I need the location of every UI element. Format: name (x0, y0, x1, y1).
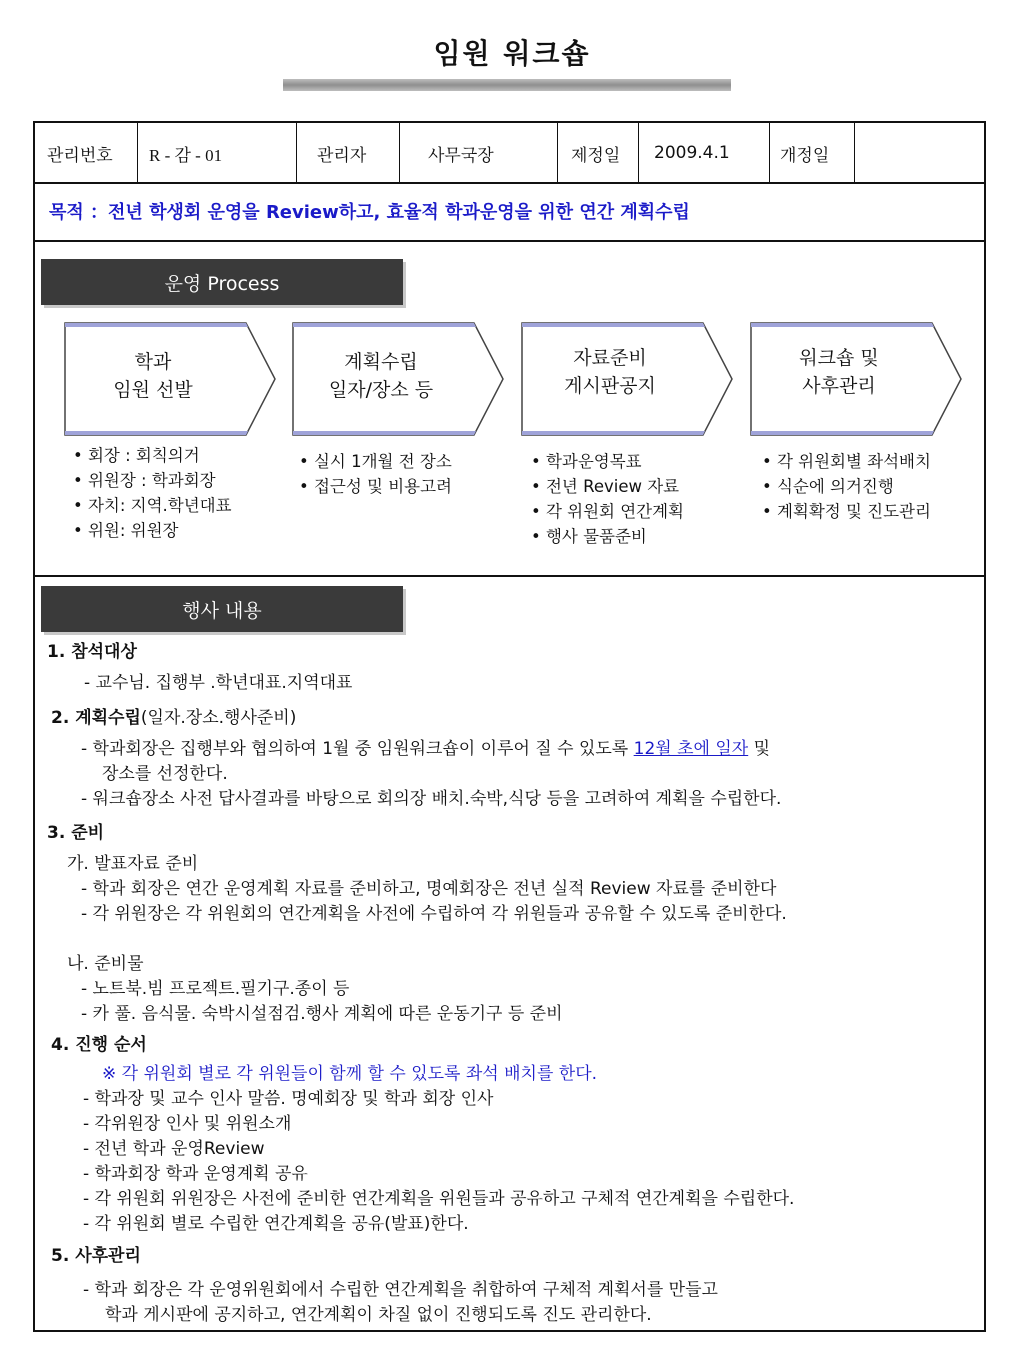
section-4-line-4: - 학과회장 학과 운영계획 공유 (83, 1164, 308, 1184)
process-step-3 (521, 322, 731, 437)
section-4-line-3: - 전년 학과 운영Review (83, 1139, 265, 1159)
section-1-line: - 교수님. 집행부 .학년대표.지역대표 (84, 673, 353, 693)
divider (638, 123, 639, 183)
bullet-item: • 행사 물품준비 (531, 524, 684, 549)
established-label: 제정일 (571, 145, 621, 166)
title-underline-bar (283, 79, 731, 91)
process-step-1 (64, 322, 274, 437)
document-frame (33, 121, 986, 1332)
section-4-line-6: - 각 위원회 별로 수립한 연간계획을 공유(발표)한다. (83, 1214, 469, 1234)
manager-label: 관리자 (317, 145, 367, 166)
bullet-item: • 학과운영목표 (531, 449, 684, 474)
section-3-a-line-2: - 각 위원장은 각 위원회의 연간계획을 사전에 수립하여 각 위원들과 공유할 수 있도록 준비한다. (81, 904, 787, 924)
section-5-line-2: 학과 게시판에 공지하고, 연간계획이 차질 없이 진행되도록 진도 관리한다. (105, 1305, 652, 1325)
step-4-bullet-list (762, 449, 931, 524)
section-4-line-1: - 학과장 및 교수 인사 말씀. 명예회장 및 학과 회장 인사 (83, 1089, 494, 1109)
step-3-line1: 자료준비 (573, 347, 647, 369)
section-2-line-1-post: 및 (748, 739, 771, 759)
section-4-line-2: - 각위원장 인사 및 위원소개 (83, 1114, 292, 1134)
section-2-line-2: 장소를 선정한다. (102, 764, 228, 784)
step-2-line1: 계획수립 (344, 351, 418, 373)
bullet-item: • 각 위원회 연간계획 (531, 499, 684, 524)
section-3-sub-b: 나. 준비물 (67, 954, 144, 974)
step-2-bullet-list (299, 449, 452, 499)
step-3-bullet-list (531, 449, 684, 549)
step-3-line2: 게시판공지 (564, 375, 656, 397)
bullet-item: • 실시 1개월 전 장소 (299, 449, 452, 474)
page-title: 임원 워크숍 (433, 37, 591, 70)
event-section-header: 행사 내용 (41, 586, 403, 632)
bullet-item: • 위원장 : 학과회장 (73, 468, 232, 493)
section-2-line-3: - 워크숍장소 사전 답사결과를 바탕으로 회의장 배치.숙박,식당 등을 고려하여 계획을 수립한다. (81, 789, 782, 809)
divider (296, 123, 297, 183)
section-3-a-line-1: - 학과 회장은 연간 운영계획 자료를 준비하고, 명예회장은 전년 실적 Review 자료를 준비한다 (81, 879, 777, 899)
section-3-sub-a: 가. 발표자료 준비 (67, 854, 199, 874)
step-1-line2: 임원 선발 (113, 379, 193, 401)
purpose-text: 목적 ：전년 학생회 운영을 Review하고, 효율적 학과운영을 위한 연간 계획수립 (49, 202, 690, 223)
divider (769, 123, 770, 183)
divider (557, 123, 558, 183)
established-value: 2009.4.1 (654, 143, 730, 163)
step-1-line1: 학과 (134, 351, 172, 373)
bullet-item: • 위원: 위원장 (73, 518, 232, 543)
bullet-item: • 자치: 지역.학년대표 (73, 493, 232, 518)
step-2-line2: 일자/장소 등 (328, 379, 434, 401)
section-2-title (51, 706, 296, 731)
step-1-bullet-list (73, 443, 232, 543)
section-2-title-main: 2. 계획수립 (51, 708, 141, 728)
revised-label: 개정일 (780, 145, 830, 166)
section-2-line-1 (81, 737, 770, 762)
bullet-item: • 접근성 및 비용고려 (299, 474, 452, 499)
divider (137, 123, 138, 183)
section-3-b-line-2: - 카 풀. 음식물. 숙박시설점검.행사 계획에 따른 운동기구 등 준비 (81, 1004, 563, 1024)
section-3-title: 3. 준비 (47, 823, 105, 843)
section-3-b-line-1: - 노트북.빔 프로젝트.필기구.종이 등 (81, 979, 350, 999)
section-1-title: 1. 참석대상 (47, 642, 137, 662)
section-4-title: 4. 진행 순서 (51, 1035, 147, 1055)
bullet-item: • 전년 Review 자료 (531, 474, 684, 499)
step-4-line1: 워크숍 및 (799, 347, 879, 369)
section-4-note: ※ 각 위원회 별로 각 위원들이 함께 할 수 있도록 좌석 배치를 한다. (102, 1064, 598, 1084)
row-divider (35, 182, 985, 184)
bullet-item: • 계획확정 및 진도관리 (762, 499, 931, 524)
divider (399, 123, 400, 183)
process-step-2 (292, 322, 502, 437)
date-link[interactable]: 12월 초에 일자 (633, 739, 749, 759)
step-4-line2: 사후관리 (802, 375, 876, 397)
manager-value: 사무국장 (428, 145, 494, 166)
bullet-item: • 식순에 의거진행 (762, 474, 931, 499)
section-5-line-1: - 학과 회장은 각 운영위원회에서 수립한 연간계획을 취합하여 구체적 계획서를 만들고 (83, 1280, 718, 1300)
row-divider (35, 240, 985, 242)
row-divider (35, 575, 985, 577)
bullet-item: • 각 위원회별 좌석배치 (762, 449, 931, 474)
divider (854, 123, 855, 183)
section-4-line-5: - 각 위원회 위원장은 사전에 준비한 연간계획을 위원들과 공유하고 구체적 연간계획을 수립한다. (83, 1189, 795, 1209)
section-5-title: 5. 사후관리 (51, 1246, 141, 1266)
section-2-title-suffix: (일자.장소.행사준비) (140, 708, 297, 728)
process-step-4 (750, 322, 960, 437)
bullet-item: • 회장 : 회칙의거 (73, 443, 232, 468)
section-2-line-1-pre: - 학과회장은 집행부와 협의하여 1월 중 임원워크숍이 이루어 질 수 있도록 (81, 739, 634, 759)
mgmt-no-label: 관리번호 (47, 145, 113, 166)
mgmt-no-value: R - 감 - 01 (149, 145, 223, 165)
process-section-header: 운영 Process (41, 259, 403, 305)
